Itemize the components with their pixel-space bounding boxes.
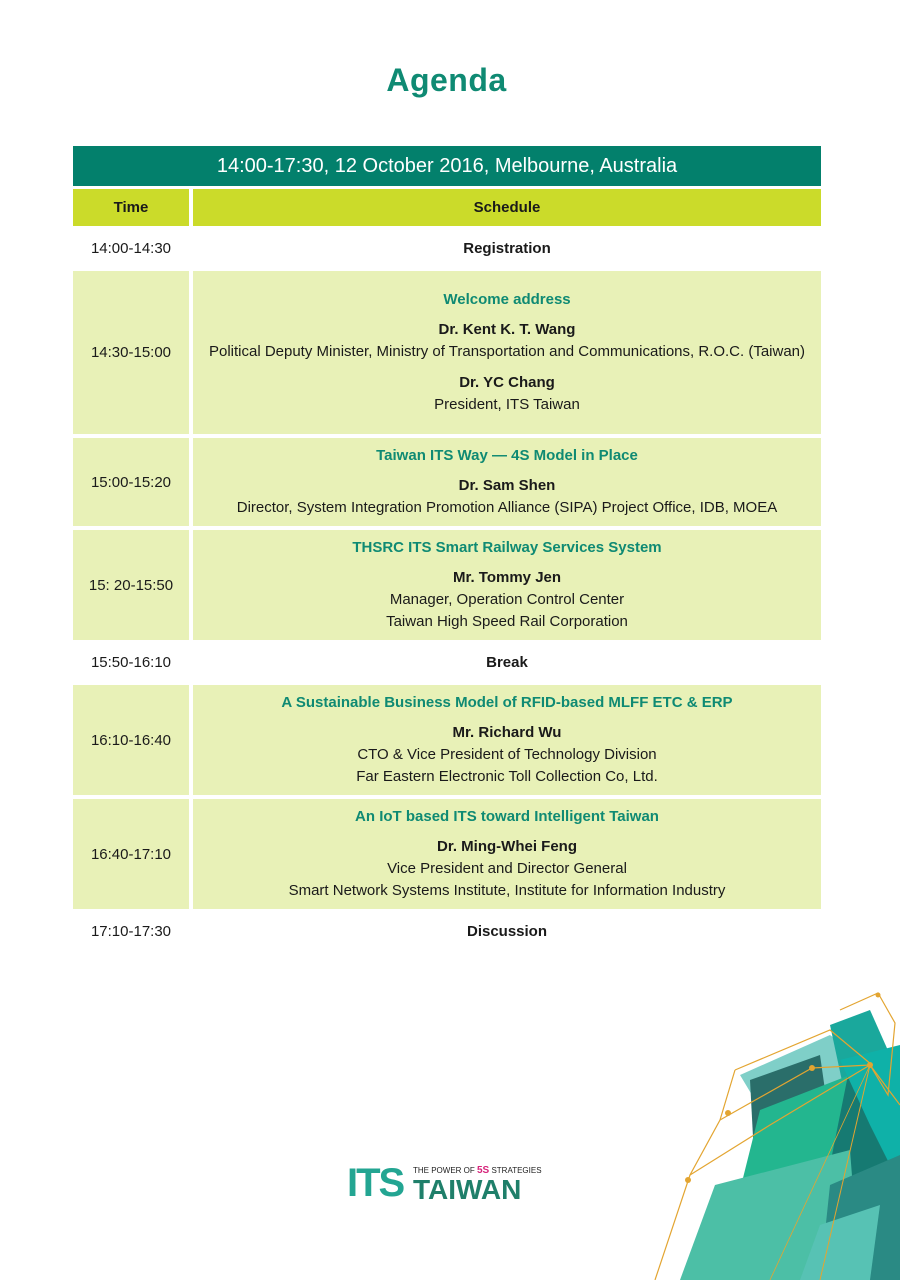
speaker-name: Mr. Richard Wu	[452, 724, 562, 741]
speaker-role: Manager, Operation Control Center	[389, 591, 625, 608]
row-time: 16:40-17:10	[73, 799, 189, 909]
row-schedule	[193, 438, 821, 526]
table-row	[73, 530, 821, 640]
header-time: Time	[73, 189, 189, 226]
speaker-org: Far Eastern Electronic Toll Collection Co, Ltd.	[356, 768, 658, 785]
page-title: Agenda	[386, 62, 507, 98]
row-text: Registration	[463, 239, 551, 257]
row-schedule	[193, 685, 821, 795]
row-time: 17:10-17:30	[90, 923, 172, 940]
row-time: 16:10-16:40	[73, 685, 189, 795]
table-row	[73, 271, 821, 434]
row-schedule	[193, 530, 821, 640]
table-header-row	[73, 189, 821, 226]
its-taiwan-logo	[347, 1162, 547, 1204]
speaker-org: Taiwan High Speed Rail Corporation	[386, 613, 628, 630]
row-time: 15:50-16:10	[90, 654, 172, 671]
agenda-banner: 14:00-17:30, 12 October 2016, Melbourne, Australia	[73, 146, 821, 186]
talk-title: A Sustainable Business Model of RFID-based MLFF ETC & ERP	[281, 694, 733, 711]
speaker-name: Dr. YC Chang	[459, 374, 555, 391]
row-time: 14:30-15:00	[73, 271, 189, 434]
speaker-role: Political Deputy Minister, Ministry of Transportation and Communications, R.O.C. (Taiwan)	[208, 343, 806, 360]
talk-title: Taiwan ITS Way — 4S Model in Place	[376, 447, 638, 464]
speaker-name: Mr. Tommy Jen	[452, 569, 562, 586]
row-schedule	[193, 799, 821, 909]
speaker-name: Dr. Sam Shen	[458, 477, 556, 494]
table-row	[73, 799, 821, 909]
speaker-role: Director, System Integration Promotion Alliance (SIPA) Project Office, IDB, MOEA	[236, 499, 778, 516]
table-row	[73, 685, 821, 795]
speaker-org: Smart Network Systems Institute, Institute for Information Industry	[288, 882, 726, 899]
header-schedule: Schedule	[193, 189, 821, 226]
speaker-role: President, ITS Taiwan	[434, 396, 580, 413]
table-row	[73, 438, 821, 526]
logo-taiwan-text: TAIWAN	[413, 1174, 522, 1205]
row-schedule	[193, 271, 821, 434]
logo-its-text: ITS	[347, 1161, 404, 1205]
table-row	[73, 913, 821, 950]
speaker-role: CTO & Vice President of Technology Division	[357, 746, 657, 763]
row-time: 14:00-14:30	[90, 240, 172, 257]
table-row	[73, 644, 821, 681]
row-text: Discussion	[466, 922, 548, 940]
talk-title: THSRC ITS Smart Railway Services System	[352, 539, 662, 556]
row-time: 15: 20-15:50	[73, 530, 189, 640]
speaker-role: Vice President and Director General	[387, 860, 627, 877]
talk-title: Welcome address	[443, 291, 571, 308]
row-text: Break	[486, 653, 528, 671]
speaker-name: Dr. Ming-Whei Feng	[437, 838, 577, 855]
geometric-decoration	[620, 985, 900, 1280]
logo-tagline: THE POWER OF 5S STRATEGIES	[413, 1165, 542, 1176]
agenda-table	[73, 146, 821, 950]
speaker-name: Dr. Kent K. T. Wang	[438, 321, 576, 338]
talk-title: An IoT based ITS toward Intelligent Taiwan	[355, 808, 659, 825]
table-row	[73, 230, 821, 267]
row-time: 15:00-15:20	[73, 438, 189, 526]
